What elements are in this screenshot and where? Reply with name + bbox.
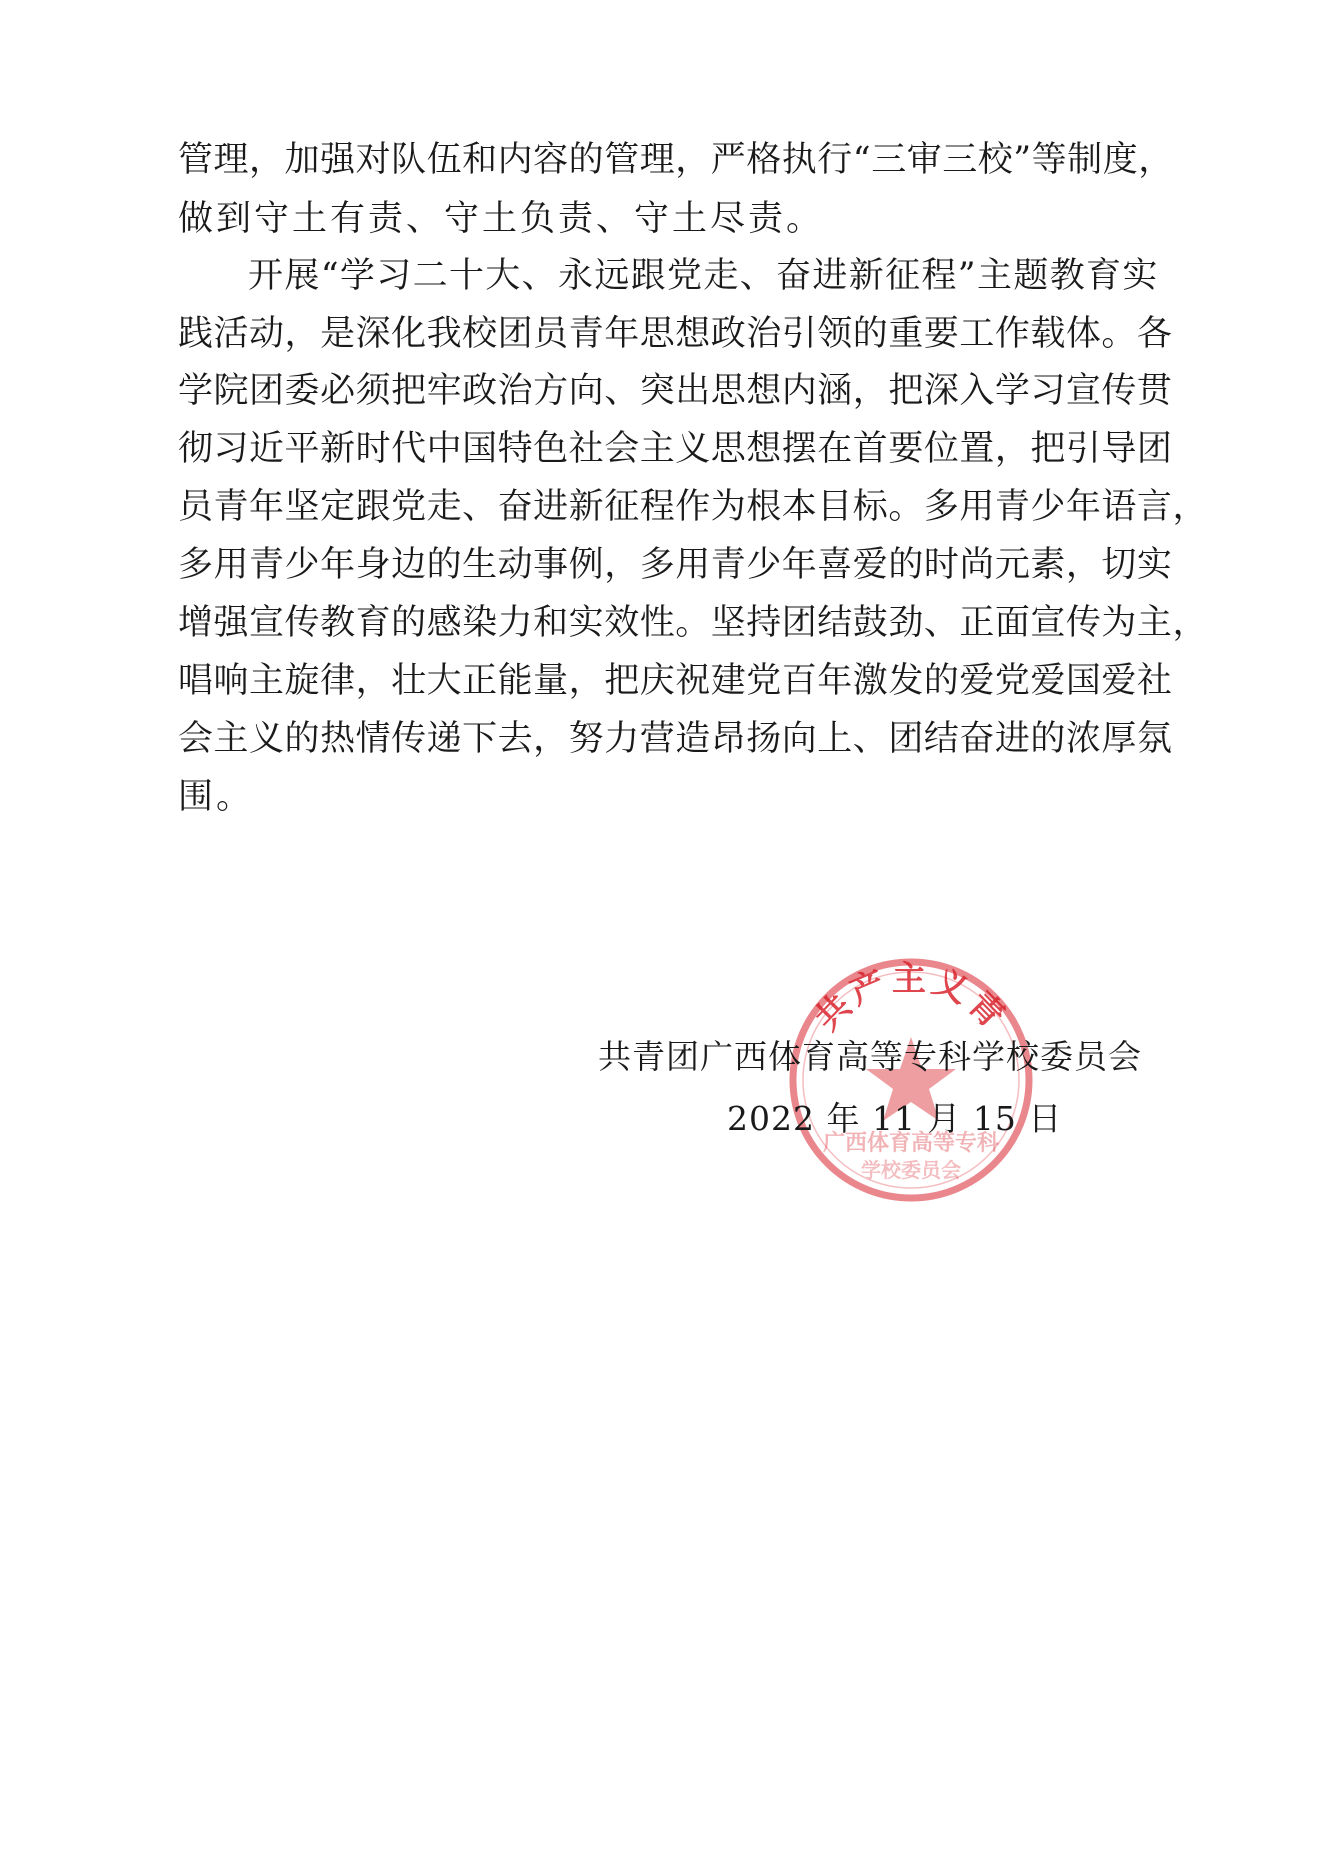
- paragraph-line: [178, 719, 1173, 759]
- paragraph-line: [178, 545, 1173, 585]
- paragraph-text: 员 青 年 坚 定 跟 党 走 、 奋 进 新 征 程 作 为 根 本 目 标 。 多 用 青 少 年 语 言 ，: [178, 487, 1208, 527]
- paragraph-line: [178, 487, 1208, 527]
- signature-organization: 共青团广西体育高等专科学校委员会: [598, 1037, 1142, 1076]
- paragraph-text: 增 强 宣 传 教 育 的 感 染 力 和 实 效 性 。 坚 持 团 结 鼓 劲 、 正 面 宣 传 为 主 ，: [178, 603, 1208, 643]
- paragraph-text: 多 用 青 少 年 身 边 的 生 动 事 例 ， 多 用 青 少 年 喜 爱 的 时 尚 元 素 ， 切 实: [178, 545, 1173, 585]
- paragraph-text: 唱 响 主 旋 律 ， 壮 大 正 能 量 ， 把 庆 祝 建 党 百 年 激 发 的 爱 党 爱 国 爱 社: [178, 661, 1173, 701]
- paragraph-line: [178, 314, 1173, 354]
- paragraph-first-line: [248, 256, 1158, 296]
- paragraph-text: 管 理 ， 加 强 对 队 伍 和 内 容 的 管 理 ， 严 格 执 行 “ 三 审 三 校 ” 等 制 度 ，: [178, 140, 1174, 180]
- paragraph-text: 践 活 动 ， 是 深 化 我 校 团 员 青 年 思 想 政 治 引 领 的 重 要 工 作 载 体 。 各: [178, 314, 1173, 354]
- official-seal: [776, 945, 1046, 1215]
- paragraph-line: [178, 371, 1173, 411]
- paragraph-text: 会 主 义 的 热 情 传 递 下 去 ， 努 力 营 造 昂 扬 向 上 、 团 结 奋 进 的 浓 厚 氛: [178, 719, 1173, 759]
- seal-bottom-text-1: 广西体育高等专科: [822, 1131, 1000, 1156]
- paragraph-text: 开 展 “ 学 习 二 十 大 、 永 远 跟 党 走 、 奋 进 新 征 程 ” 主 题 教 育 实: [248, 256, 1158, 296]
- paragraph-text: 做到守土有责、守土负责、守土尽责。: [178, 199, 825, 239]
- paragraph-line: [178, 429, 1173, 469]
- paragraph-text: 彻 习 近 平 新 时 代 中 国 特 色 社 会 主 义 思 想 摆 在 首 要 位 置 ， 把 引 导 团: [178, 429, 1173, 469]
- paragraph-text: 围。: [178, 777, 255, 817]
- paragraph-line: [178, 603, 1208, 643]
- paragraph-line: [178, 140, 1174, 180]
- svg-text:共产主义青: [807, 959, 1014, 1039]
- paragraph-line: [178, 777, 1158, 817]
- paragraph-text: 学 院 团 委 必 须 把 牢 政 治 方 向 、 突 出 思 想 内 涵 ， 把 深 入 学 习 宣 传 贯: [178, 371, 1173, 411]
- paragraph-line: [178, 661, 1173, 701]
- signature-date: 2022 年 11 月 15 日: [727, 1099, 1063, 1138]
- seal-top-text: 共产主义青: [807, 959, 1015, 1039]
- paragraph-line: [178, 199, 1158, 239]
- seal-bottom-text-2: 学校委员会: [861, 1158, 961, 1182]
